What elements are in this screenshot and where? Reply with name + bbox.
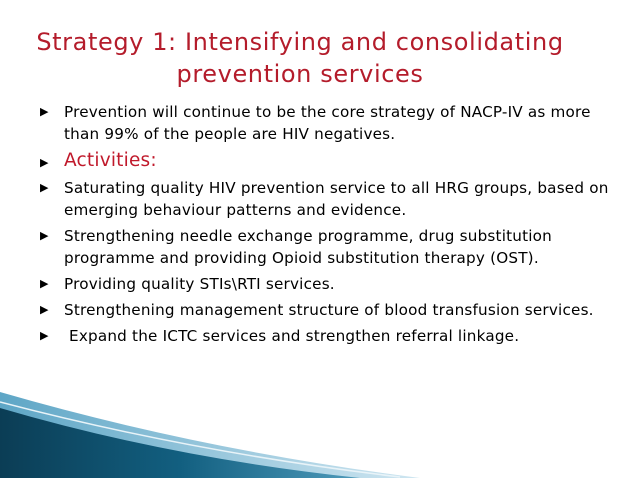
slide-title-line-1: Strategy 1: Intensifying and consolidating bbox=[36, 28, 564, 56]
bullet-arrow-icon: ▶ bbox=[40, 156, 49, 169]
bullet-text: Saturating quality HIV prevention service to all HRG groups, based on emerging behaviour patterns and evidence. bbox=[64, 179, 609, 219]
bullet-arrow-icon: ▶ bbox=[40, 329, 49, 342]
bullet-item bbox=[40, 177, 620, 221]
bullet-list bbox=[40, 101, 620, 351]
bullet-arrow-icon: ▶ bbox=[40, 303, 49, 316]
bullet-item bbox=[40, 299, 620, 321]
bullet-arrow-icon: ▶ bbox=[40, 105, 49, 118]
bullet-text: Prevention will continue to be the core strategy of NACP-IV as more than 99% of the people are HIV negatives. bbox=[64, 103, 591, 143]
bullet-item bbox=[40, 325, 620, 347]
bullet-item-activities bbox=[40, 149, 620, 173]
bullet-text: Strengthening management structure of blood transfusion services. bbox=[64, 301, 594, 319]
bullet-arrow-icon: ▶ bbox=[40, 277, 49, 290]
bullet-item bbox=[40, 101, 620, 145]
bullet-arrow-icon: ▶ bbox=[40, 229, 49, 242]
activities-heading: Activities: bbox=[64, 150, 157, 171]
bullet-item bbox=[40, 273, 620, 295]
bullet-text: Strengthening needle exchange programme, drug substitution programme and providing Opioid substitution therapy (OST). bbox=[64, 227, 552, 267]
bullet-arrow-icon: ▶ bbox=[40, 181, 49, 194]
slide-title bbox=[20, 26, 580, 90]
corner-swoosh-decoration bbox=[0, 380, 420, 478]
bullet-text: Expand the ICTC services and strengthen referral linkage. bbox=[64, 327, 520, 345]
slide-title-line-2: prevention services bbox=[176, 60, 424, 88]
bullet-item bbox=[40, 225, 620, 269]
bullet-text: Providing quality STIs\RTI services. bbox=[64, 275, 335, 293]
